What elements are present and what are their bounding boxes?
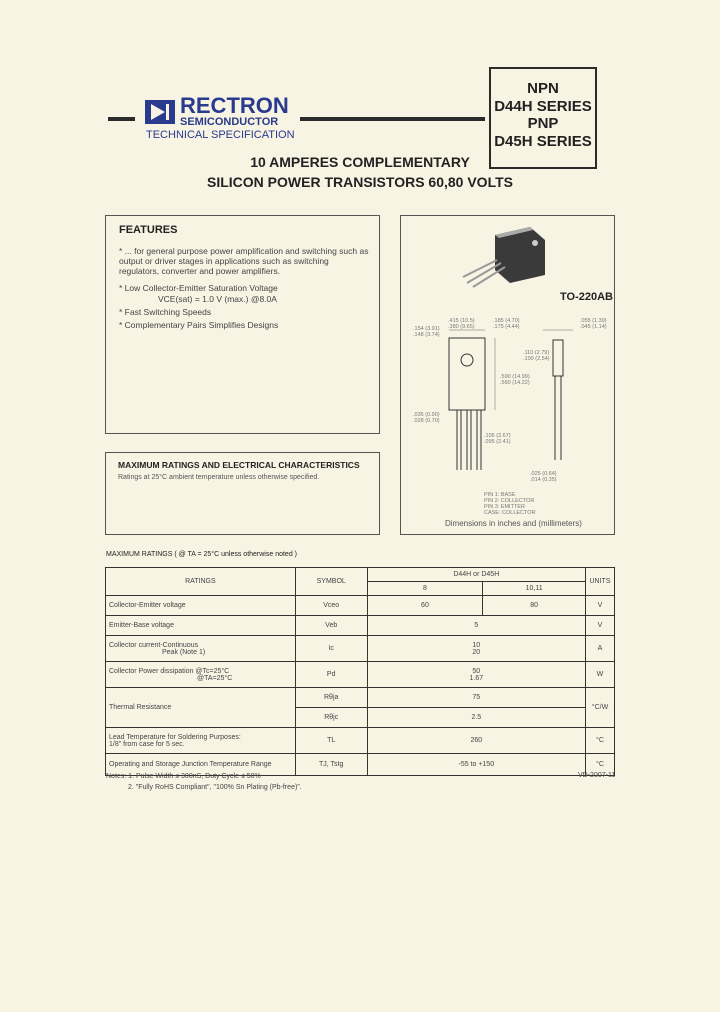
rating-cell: Thermal Resistance — [106, 688, 296, 728]
dim-label: .025 (0.64) — [530, 471, 557, 477]
dim-label: .148 (3.74) — [413, 332, 440, 338]
rating-line: Collector current-Continuous — [109, 641, 199, 649]
ratings-note: Ratings at 25°C ambient temperature unless otherwise specified. — [118, 474, 320, 481]
dim-label: .100 (2.54) — [523, 356, 550, 362]
pin-label: CASE: COLLECTOR — [484, 510, 536, 516]
table-row — [106, 636, 615, 662]
symbol-cell: Veb — [295, 616, 367, 636]
dim-label: .590 (14.99) — [500, 374, 530, 380]
value-cell: 75 — [367, 688, 585, 708]
value-line: 50 — [472, 667, 481, 675]
dim-label: .185 (4.70) — [493, 318, 520, 324]
rating-cell — [106, 662, 296, 688]
pin-label: PIN 3: EMITTER — [484, 504, 525, 510]
value-cell — [367, 636, 585, 662]
feature-item: * Complementary Pairs Simplifies Designs — [119, 320, 279, 330]
value-cell: 260 — [367, 728, 585, 754]
dim-label: .095 (2.41) — [484, 439, 511, 445]
header-units: UNITS — [585, 568, 614, 596]
header-sub1: 8 — [367, 582, 483, 596]
table-row — [106, 616, 615, 636]
dim-label: .380 (9.65) — [448, 324, 475, 330]
symbol-cell: Pd — [295, 662, 367, 688]
value-cell — [367, 662, 585, 688]
unit-cell: A — [585, 636, 614, 662]
table-row — [106, 662, 615, 688]
dim-label: .028 (0.70) — [413, 418, 440, 424]
rating-cell: Operating and Storage Junction Temperature Range — [106, 754, 296, 776]
unit-cell: °C/W — [585, 688, 614, 728]
document-title-line1: 10 AMPERES COMPLEMENTARY — [250, 154, 470, 170]
symbol-cell: Vceo — [295, 596, 367, 616]
rating-cell: Emitter-Base voltage — [106, 616, 296, 636]
document-title-line2: SILICON POWER TRANSISTORS 60,80 VOLTS — [207, 174, 513, 190]
feature-item: * ... for general purpose power amplification and switching such as output or driver stages in applications such as switching regulators, converter and power amplifiers. — [119, 246, 369, 276]
value-cell: 5 — [367, 616, 585, 636]
series-line: PNP — [527, 115, 559, 132]
rating-line: Collector Power dissipation @Tc=25°C — [109, 667, 230, 675]
package-name: TO-220AB — [560, 291, 613, 303]
rating-line: Peak (Note 1) — [162, 648, 206, 656]
dim-label: .560 (14.22) — [500, 380, 530, 386]
rectron-logo-icon — [145, 100, 175, 124]
dim-label: .175 (4.44) — [493, 324, 520, 330]
symbol-cell: Ic — [295, 636, 367, 662]
table-row — [106, 728, 615, 754]
value-cell: 60 — [367, 596, 483, 616]
rating-line: 1/8" from case for 5 sec. — [109, 740, 185, 748]
symbol-cell: Rθjc — [295, 708, 367, 728]
unit-cell: W — [585, 662, 614, 688]
rating-cell — [106, 728, 296, 754]
header-sub2: 10,11 — [483, 582, 586, 596]
document-code: VD-2007-11 — [578, 772, 616, 779]
brand-subtitle: SEMICONDUCTOR — [180, 116, 279, 128]
table-caption: MAXIMUM RATINGS ( @ TA = 25°C unless otherwise noted ) — [106, 551, 297, 558]
header-rule-left — [108, 117, 135, 121]
pin-label: PIN 1: BASE — [484, 492, 516, 498]
unit-cell: V — [585, 596, 614, 616]
spec-label: TECHNICAL SPECIFICATION — [146, 129, 295, 141]
value-cell: 2.5 — [367, 708, 585, 728]
value-line: 10 — [472, 641, 481, 649]
header-rule-right — [300, 117, 485, 121]
table-row — [106, 688, 615, 708]
dim-label: .035 (0.90) — [413, 412, 440, 418]
symbol-cell: TL — [295, 728, 367, 754]
table-row — [106, 596, 615, 616]
brand-name: RECTRON — [180, 93, 289, 118]
value-line: 1.67 — [469, 674, 484, 682]
dim-label: .110 (2.79) — [523, 350, 550, 356]
note-line: 2. "Fully RoHS Compliant", "100% Sn Plating (Pb-free)". — [128, 784, 302, 791]
symbol-cell: Rθja — [295, 688, 367, 708]
max-ratings-table — [105, 567, 615, 776]
header-symbol: SYMBOL — [295, 568, 367, 596]
header-ratings: RATINGS — [106, 568, 296, 596]
series-line: D44H SERIES — [494, 97, 592, 115]
ratings-title: MAXIMUM RATINGS AND ELECTRICAL CHARACTERISTICS — [118, 460, 360, 470]
value-cell: 80 — [483, 596, 586, 616]
series-line: NPN — [527, 80, 559, 97]
dimension-caption: Dimensions in inches and (millimeters) — [445, 519, 582, 528]
header-group: D44H or D45H — [367, 568, 585, 582]
series-line: D45H SERIES — [494, 132, 592, 150]
rating-line: Lead Temperature for Soldering Purposes: — [109, 733, 241, 741]
pin-label: PIN 2: COLLECTOR — [484, 498, 535, 504]
value-line: 20 — [472, 648, 481, 656]
feature-item: * Fast Switching Speeds — [119, 307, 212, 317]
unit-cell: °C — [585, 728, 614, 754]
to220-package-icon — [455, 225, 555, 290]
dim-label: .014 (0.35) — [530, 477, 557, 483]
value-cell: -55 to +150 — [367, 754, 585, 776]
note-line: Notes: 1. Pulse Width ≤ 300nS, Duty Cycle ≤ 50% — [106, 773, 261, 780]
unit-cell: V — [585, 616, 614, 636]
dim-label: .415 (10.5) — [448, 318, 475, 324]
dim-label: .154 (3.91) — [413, 326, 440, 332]
rating-line: @TA=25°C — [197, 674, 233, 682]
features-title: FEATURES — [119, 224, 178, 236]
unit-cell: °C — [585, 754, 614, 776]
feature-item: * Low Collector-Emitter Saturation Voltage — [119, 283, 278, 293]
rating-cell — [106, 636, 296, 662]
dim-label: .105 (2.67) — [484, 433, 511, 439]
symbol-cell: TJ, Tstg — [295, 754, 367, 776]
dim-label: .045 (1.14) — [580, 324, 607, 330]
feature-item: VCE(sat) = 1.0 V (max.) @8.0A — [158, 294, 277, 304]
dim-label: .055 (1.39) — [580, 318, 607, 324]
rating-cell: Collector-Emitter voltage — [106, 596, 296, 616]
